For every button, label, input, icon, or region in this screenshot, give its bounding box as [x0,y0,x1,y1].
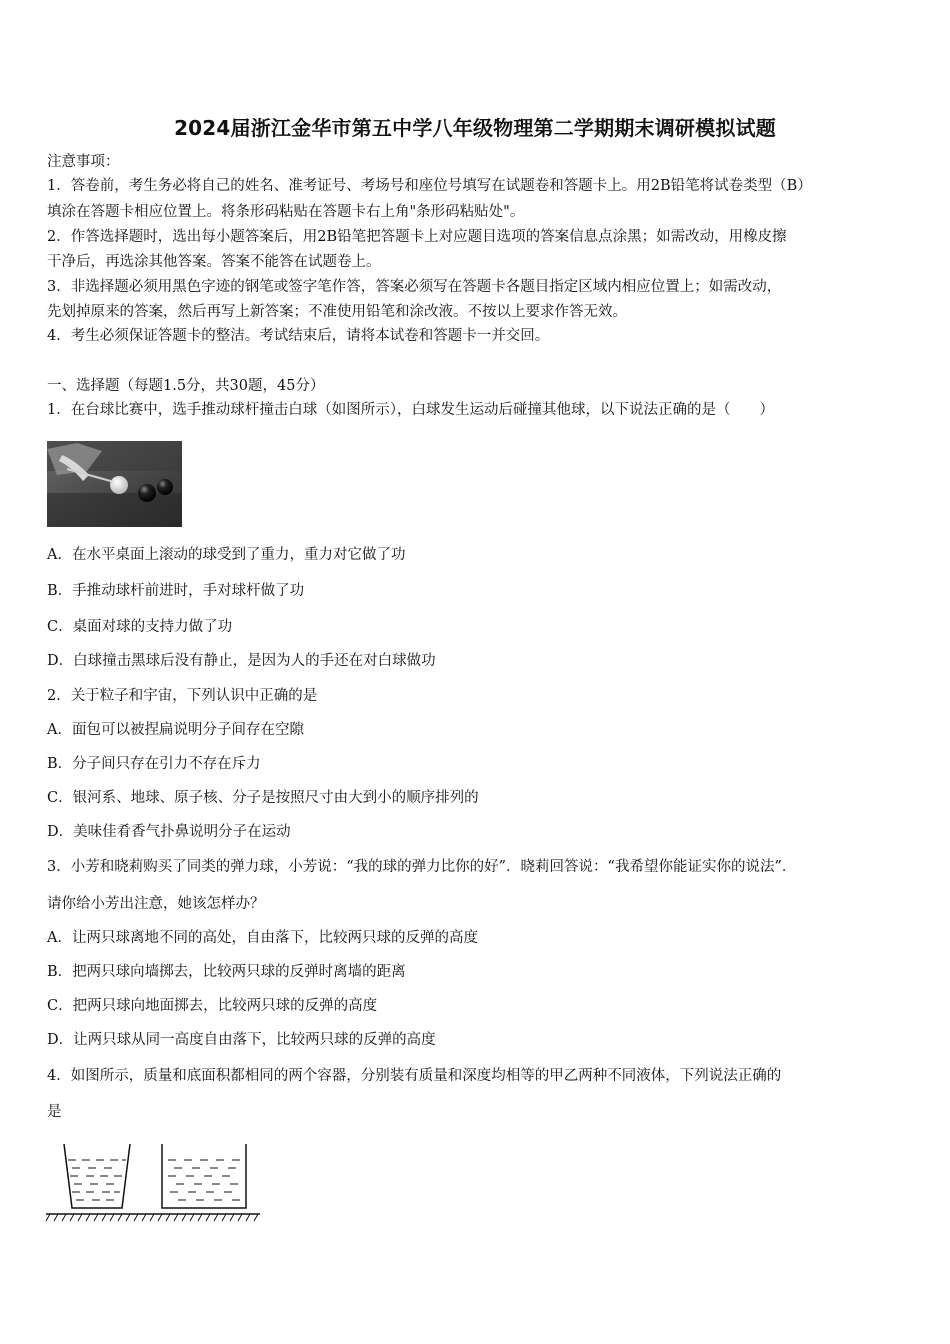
section-heading: 一、选择题（每题1.5分，共30题，45分） [47,378,325,394]
question-3-stem: 3．小芳和晓莉购买了同类的弹力球，小芳说：“我的球的弹力比你的好”．晓莉回答说：“我希望你能证实你的说法”． [47,859,797,875]
question-4-stem: 4．如图所示，质量和底面积都相同的两个容器，分别装有质量和深度均相等的甲乙两种不同液体，下列说法正确的 [47,1068,782,1084]
notice-line: 2．作答选择题时，选出每小题答案后，用2B铅笔把答题卡上对应题目选项的答案信息点涂黑；如需改动，用橡皮擦 [47,229,787,245]
notice-line: 先划掉原来的答案，然后再写上新答案；不准使用铅笔和涂改液。不按以上要求作答无效。 [47,304,627,320]
question-1-option: B．手推动球杆前进时，手对球杆做了功 [47,583,305,599]
ground-hatching [46,1214,258,1221]
liquid-right [168,1160,240,1200]
notice-heading: 注意事项： [47,154,120,170]
question-2-option: D．美味佳肴香气扑鼻说明分子在运动 [47,824,291,840]
question-1-option: C．桌面对球的支持力做了功 [47,619,233,635]
notice-line: 干净后，再选涂其他答案。答案不能答在试题卷上。 [47,254,381,270]
page-title: 2024届浙江金华市第五中学八年级物理第二学期期末调研模拟试题 [174,116,776,140]
question-3-option: D．让两只球从同一高度自由落下，比较两只球的反弹的高度 [47,1032,436,1048]
notice-line: 填涂在答题卡相应位置上。将条形码粘贴在答题卡右上角"条形码粘贴处"。 [47,204,525,220]
question-1-option: D．白球撞击黑球后没有静止，是因为人的手还在对白球做功 [47,653,436,669]
billiards-photo [47,441,182,527]
question-3-stem-cont: 请你给小芳出注意，她该怎样办？ [47,896,265,912]
question-1-option: A．在水平桌面上滚动的球受到了重力，重力对它做了功 [47,547,406,563]
two-containers-figure [44,1136,262,1222]
question-2-option: B．分子间只存在引力不存在斥力 [47,756,261,772]
question-1-stem: 1．在台球比赛中，选手推动球杆撞击白球（如图所示），白球发生运动后碰撞其他球，以下说法正确的是（ ） [47,402,774,418]
question-3-option: C．把两只球向地面掷去，比较两只球的反弹的高度 [47,998,378,1014]
notice-line: 1．答卷前，考生务必将自己的姓名、准考证号、考场号和座位号填写在试题卷和答题卡上。用2B铅笔将试卷类型（B） [47,178,812,194]
question-3-option: A．让两只球离地不同的高处，自由落下，比较两只球的反弹的高度 [47,930,478,946]
notice-line: 4．考生必须保证答题卡的整洁。考试结束后，请将本试卷和答题卡一并交回。 [47,328,550,344]
question-3-option: B．把两只球向墙掷去，比较两只球的反弹时离墙的距离 [47,964,406,980]
liquid-left [68,1160,126,1200]
question-4-stem-cont: 是 [47,1104,62,1120]
notice-line: 3．非选择题必须用黑色字迹的钢笔或签字笔作答，答案必须写在答题卡各题目指定区域内相应位置上；如需改动， [47,279,782,295]
question-2-option: A．面包可以被捏扁说明分子间存在空隙 [47,722,304,738]
question-2-stem: 2．关于粒子和宇宙，下列认识中正确的是 [47,688,318,704]
question-2-option: C．银河系、地球、原子核、分子是按照尺寸由大到小的顺序排列的 [47,790,479,806]
